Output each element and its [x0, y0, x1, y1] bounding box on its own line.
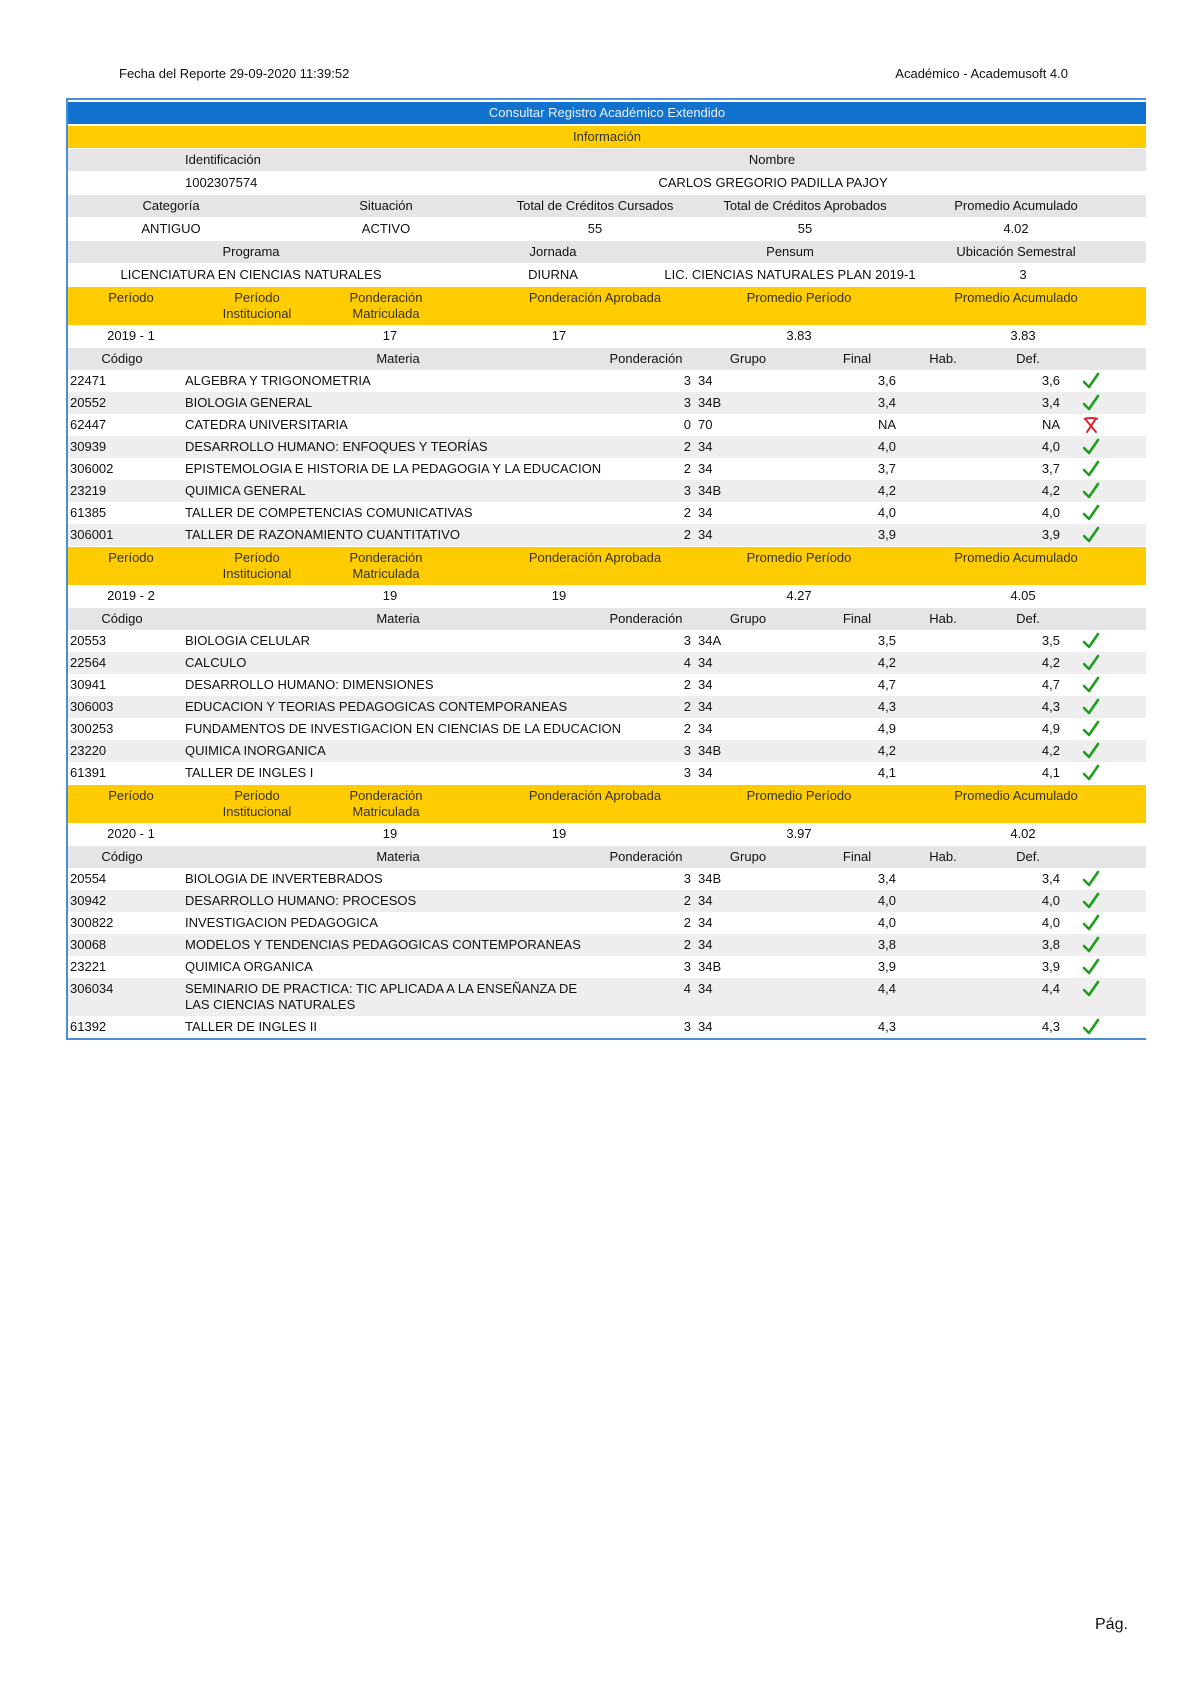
check-icon: [1082, 742, 1100, 760]
period-header-row: [68, 785, 1146, 823]
materia-col-label: Materia: [376, 351, 420, 366]
pensum-value: LIC. CIENCIAS NATURALES PLAN 2019-1: [664, 267, 916, 282]
course-def: 3,8: [1041, 937, 1060, 952]
category-value: ANTIGUO: [141, 221, 201, 236]
course-name: DESARROLLO HUMANO: PROCESOS: [185, 893, 417, 908]
course-def: 3,6: [1041, 373, 1060, 388]
pond-mat-line2: Matriculada: [352, 804, 420, 819]
course-final: 3,6: [877, 373, 896, 388]
course-weight: 3: [683, 395, 691, 410]
status-value-row: [68, 217, 1146, 240]
check-icon: [1082, 460, 1100, 478]
report-date: Fecha del Reporte 29-09-2020 11:39:52: [119, 66, 350, 81]
page-label: Pág.: [1095, 1616, 1128, 1633]
period-inst-line1: Período: [234, 550, 280, 565]
period-inst-line2: Institucional: [222, 804, 292, 819]
credits-passed-label: Total de Créditos Aprobados: [723, 198, 887, 213]
student-id: 1002307574: [185, 175, 258, 190]
check-icon: [1082, 394, 1100, 412]
course-group: 34: [698, 699, 713, 714]
system-name: Académico - Academusoft 4.0: [895, 66, 1068, 81]
course-group: 34B: [698, 395, 722, 410]
course-weight: 2: [683, 439, 691, 454]
program-header-row: [68, 240, 1146, 263]
check-icon: [1082, 914, 1100, 932]
pond-mat-line1: Ponderación: [349, 550, 423, 565]
program-label: Programa: [222, 244, 280, 259]
course-weight: 2: [683, 677, 691, 692]
period-inst-col-label: [223, 290, 292, 322]
course-weight: 3: [683, 1019, 691, 1034]
course-def: 3,7: [1041, 461, 1060, 476]
check-icon: [1082, 980, 1100, 998]
course-code: 61385: [70, 505, 107, 520]
period-col-label: Período: [108, 290, 154, 305]
period-inst-col-label: [223, 788, 292, 820]
course-def: 3,9: [1041, 527, 1060, 542]
codigo-col-label: Código: [101, 351, 143, 366]
ponderacion-col-label: Ponderación: [609, 611, 683, 626]
codigo-col-label: Código: [101, 849, 143, 864]
course-group: 34: [698, 439, 713, 454]
hab-col-label: Hab.: [929, 611, 957, 626]
course-group: 34B: [698, 959, 722, 974]
period-value: 2019 - 2: [107, 588, 155, 603]
course-final: 4,2: [877, 743, 896, 758]
course-code: 30941: [70, 677, 107, 692]
grupo-col-label: Grupo: [729, 351, 767, 366]
pond-apr-col-label: Ponderación Aprobada: [528, 788, 662, 803]
course-code: 20554: [70, 871, 107, 886]
course-group: 34A: [698, 633, 722, 648]
pond-mat-col-label: [350, 290, 423, 322]
course-row: [68, 370, 1146, 392]
course-weight: 2: [683, 915, 691, 930]
course-weight: 3: [683, 765, 691, 780]
course-row: [68, 1016, 1146, 1038]
check-icon: [1082, 1018, 1100, 1036]
period-inst-line1: Período: [234, 290, 280, 305]
course-group: 34B: [698, 743, 722, 758]
pond-mat-line2: Matriculada: [352, 306, 420, 321]
course-final: 3,4: [877, 395, 896, 410]
grades-header-row: [68, 845, 1146, 868]
def-col-label: Def.: [1016, 611, 1040, 626]
course-code: 306001: [70, 527, 114, 542]
ponderacion-col-label: Ponderación: [609, 849, 683, 864]
grades-header-row: [68, 347, 1146, 370]
course-group: 34: [698, 527, 713, 542]
grades-header-row: [68, 607, 1146, 630]
program-value-row: [68, 263, 1146, 286]
schedule-value: DIURNA: [528, 267, 578, 282]
course-weight: 2: [683, 721, 691, 736]
course-group: 34B: [698, 483, 722, 498]
course-def: NA: [1041, 417, 1060, 432]
prom-acum-value: 4.02: [1010, 826, 1036, 841]
course-def: 4,1: [1041, 765, 1060, 780]
def-col-label: Def.: [1016, 351, 1040, 366]
course-final: NA: [877, 417, 896, 432]
period-summary-row: [68, 585, 1146, 607]
course-row: [68, 502, 1146, 524]
course-weight: 3: [683, 483, 691, 498]
course-group: 34: [698, 461, 713, 476]
check-icon: [1082, 504, 1100, 522]
course-row: [68, 868, 1146, 890]
grupo-col-label: Grupo: [729, 849, 767, 864]
period-header-row: [68, 287, 1146, 325]
id-label: Identificación: [185, 152, 261, 167]
pond-apr-value: 19: [551, 826, 567, 841]
course-final: 4,0: [877, 505, 896, 520]
student-id-header-row: [68, 148, 1146, 171]
course-weight: 3: [683, 959, 691, 974]
course-def: 4,2: [1041, 743, 1060, 758]
check-icon: [1082, 936, 1100, 954]
def-col-label: Def.: [1016, 849, 1040, 864]
course-group: 34: [698, 937, 713, 952]
course-code: 300253: [70, 721, 114, 736]
course-final: 3,8: [877, 937, 896, 952]
course-name: BIOLOGIA GENERAL: [185, 395, 313, 410]
info-title: Información: [68, 126, 1146, 148]
course-group: 34: [698, 655, 713, 670]
course-code: 23221: [70, 959, 107, 974]
check-icon: [1082, 526, 1100, 544]
prom-acum-col-label: Promedio Acumulado: [954, 788, 1078, 803]
pond-mat-col-label: [350, 550, 423, 582]
codigo-col-label: Código: [101, 611, 143, 626]
course-final: 4,0: [877, 915, 896, 930]
course-final: 4,3: [877, 699, 896, 714]
hab-col-label: Hab.: [929, 849, 957, 864]
check-icon: [1082, 720, 1100, 738]
prom-acum-col-label: Promedio Acumulado: [954, 290, 1078, 305]
semester-label: Ubicación Semestral: [956, 244, 1076, 259]
course-final: 3,7: [877, 461, 896, 476]
course-final: 4,0: [877, 893, 896, 908]
prom-periodo-col-label: Promedio Período: [746, 290, 852, 305]
check-icon: [1082, 676, 1100, 694]
course-name: MODELOS Y TENDENCIAS PEDAGOGICAS CONTEMPORANEAS: [185, 937, 581, 952]
check-icon: [1082, 958, 1100, 976]
course-name: SEMINARIO DE PRACTICA: TIC APLICADA A LA ENSEÑANZA DE LAS CIENCIAS NATURALES: [185, 981, 578, 1012]
course-group: 34: [698, 915, 713, 930]
ponderacion-col-label: Ponderación: [609, 351, 683, 366]
course-name: FUNDAMENTOS DE INVESTIGACION EN CIENCIAS DE LA EDUCACION: [185, 721, 622, 736]
period-inst-line1: Período: [234, 788, 280, 803]
course-weight: 2: [683, 461, 691, 476]
course-final: 4,2: [877, 483, 896, 498]
materia-col-label: Materia: [376, 611, 420, 626]
course-name: TALLER DE COMPETENCIAS COMUNICATIVAS: [185, 505, 473, 520]
course-name: EDUCACION Y TEORIAS PEDAGOGICAS CONTEMPORANEAS: [185, 699, 568, 714]
grupo-col-label: Grupo: [729, 611, 767, 626]
academic-record-frame: [66, 98, 1146, 1040]
pond-mat-col-label: [350, 788, 423, 820]
course-row: [68, 956, 1146, 978]
final-col-label: Final: [842, 351, 872, 366]
situation-label: Situación: [359, 198, 413, 213]
course-weight: 3: [683, 633, 691, 648]
check-icon: [1082, 654, 1100, 672]
period-header-row: [68, 547, 1146, 585]
period-inst-col-label: [223, 550, 292, 582]
course-code: 20553: [70, 633, 107, 648]
course-final: 3,9: [877, 527, 896, 542]
course-name: TALLER DE INGLES II: [185, 1019, 317, 1034]
semester-value: 3: [1019, 267, 1027, 282]
situation-value: ACTIVO: [361, 221, 411, 236]
course-group: 34: [698, 505, 713, 520]
course-name: QUIMICA INORGANICA: [185, 743, 326, 758]
pond-apr-col-label: Ponderación Aprobada: [528, 550, 662, 565]
course-group: 34: [698, 981, 713, 996]
period-summary-row: [68, 325, 1146, 347]
course-name: QUIMICA ORGANICA: [185, 959, 313, 974]
course-row: [68, 674, 1146, 696]
program-value: LICENCIATURA EN CIENCIAS NATURALES: [120, 267, 382, 282]
category-label: Categoría: [142, 198, 200, 213]
course-group: 34: [698, 677, 713, 692]
course-weight: 2: [683, 699, 691, 714]
course-def: 4,3: [1041, 699, 1060, 714]
course-row: [68, 480, 1146, 502]
prom-periodo-col-label: Promedio Período: [746, 550, 852, 565]
course-name: ALGEBRA Y TRIGONOMETRIA: [185, 373, 371, 388]
final-col-label: Final: [842, 611, 872, 626]
hab-col-label: Hab.: [929, 351, 957, 366]
pond-mat-value: 19: [382, 588, 398, 603]
name-label: Nombre: [748, 152, 796, 167]
course-final: 4,2: [877, 655, 896, 670]
course-row: [68, 458, 1146, 480]
materia-col-label: Materia: [376, 849, 420, 864]
course-group: 34: [698, 721, 713, 736]
course-code: 30942: [70, 893, 107, 908]
course-code: 62447: [70, 417, 107, 432]
check-icon: [1082, 438, 1100, 456]
pond-mat-value: 17: [382, 328, 398, 343]
course-row: [68, 718, 1146, 740]
period-col-label: Período: [108, 788, 154, 803]
course-name: QUIMICA GENERAL: [185, 483, 306, 498]
course-def: 3,4: [1041, 395, 1060, 410]
course-row: [68, 890, 1146, 912]
course-group: 34: [698, 893, 713, 908]
course-final: 3,9: [877, 959, 896, 974]
course-row: [68, 524, 1146, 546]
course-def: 3,9: [1041, 959, 1060, 974]
course-code: 300822: [70, 915, 114, 930]
course-name: BIOLOGIA DE INVERTEBRADOS: [185, 871, 383, 886]
course-group: 34B: [698, 871, 722, 886]
course-def: 4,0: [1041, 439, 1060, 454]
prom-periodo-value: 3.97: [786, 826, 812, 841]
check-icon: [1082, 892, 1100, 910]
course-code: 20552: [70, 395, 107, 410]
course-code: 30939: [70, 439, 107, 454]
course-code: 306003: [70, 699, 114, 714]
course-weight: 3: [683, 743, 691, 758]
course-code: 30068: [70, 937, 107, 952]
prom-acum-value: 4.05: [1010, 588, 1036, 603]
course-group: 34: [698, 1019, 713, 1034]
course-weight: 4: [683, 655, 691, 670]
course-group: 70: [698, 417, 713, 432]
course-def: 4,2: [1041, 655, 1060, 670]
periods-container: [68, 287, 1146, 1038]
course-name: INVESTIGACION PEDAGOGICA: [185, 915, 378, 930]
credits-taken-label: Total de Créditos Cursados: [516, 198, 674, 213]
course-weight: 2: [683, 893, 691, 908]
course-row: [68, 934, 1146, 956]
course-row: [68, 978, 1146, 1016]
course-name: TALLER DE INGLES I: [185, 765, 314, 780]
course-final: 4,7: [877, 677, 896, 692]
course-row: [68, 652, 1146, 674]
final-col-label: Final: [842, 849, 872, 864]
check-icon: [1082, 372, 1100, 390]
course-row: [68, 392, 1146, 414]
course-final: 3,5: [877, 633, 896, 648]
course-group: 34: [698, 373, 713, 388]
pond-mat-line1: Ponderación: [349, 788, 423, 803]
course-name: DESARROLLO HUMANO: DIMENSIONES: [185, 677, 434, 692]
course-row: [68, 762, 1146, 784]
prom-periodo-value: 3.83: [786, 328, 812, 343]
course-row: [68, 630, 1146, 652]
period-col-label: Período: [108, 550, 154, 565]
check-icon: [1082, 698, 1100, 716]
check-icon: [1082, 482, 1100, 500]
course-code: 22471: [70, 373, 107, 388]
period-inst-line2: Institucional: [222, 566, 292, 581]
course-def: 4,0: [1041, 915, 1060, 930]
course-def: 4,0: [1041, 893, 1060, 908]
course-name: DESARROLLO HUMANO: ENFOQUES Y TEORÍAS: [185, 439, 488, 454]
course-code: 306034: [70, 981, 114, 996]
course-def: 4,9: [1041, 721, 1060, 736]
pond-mat-line2: Matriculada: [352, 566, 420, 581]
course-def: 3,4: [1041, 871, 1060, 886]
course-code: 22564: [70, 655, 107, 670]
period-inst-line2: Institucional: [222, 306, 292, 321]
period-summary-row: [68, 823, 1146, 845]
course-def: 3,5: [1041, 633, 1060, 648]
student-name: CARLOS GREGORIO PADILLA PAJOY: [658, 175, 888, 190]
check-icon: [1082, 632, 1100, 650]
pond-mat-line1: Ponderación: [349, 290, 423, 305]
course-row: [68, 436, 1146, 458]
credits-taken-value: 55: [587, 221, 603, 236]
gpa-label: Promedio Acumulado: [954, 198, 1078, 213]
course-name: CALCULO: [185, 655, 247, 670]
course-def: 4,7: [1041, 677, 1060, 692]
course-code: 23220: [70, 743, 107, 758]
course-row: [68, 740, 1146, 762]
course-final: 4,9: [877, 721, 896, 736]
course-name: CATEDRA UNIVERSITARIA: [185, 417, 348, 432]
pond-apr-value: 17: [551, 328, 567, 343]
course-code: 306002: [70, 461, 114, 476]
course-code: 61391: [70, 765, 107, 780]
pond-apr-value: 19: [551, 588, 567, 603]
course-weight: 4: [683, 981, 691, 996]
course-code: 61392: [70, 1019, 107, 1034]
failed-icon: [1082, 416, 1100, 434]
course-final: 4,1: [877, 765, 896, 780]
course-row: [68, 696, 1146, 718]
course-def: 4,0: [1041, 505, 1060, 520]
prom-periodo-col-label: Promedio Período: [746, 788, 852, 803]
course-final: 4,0: [877, 439, 896, 454]
period-value: 2019 - 1: [107, 328, 155, 343]
course-weight: 3: [683, 373, 691, 388]
period-value: 2020 - 1: [107, 826, 155, 841]
gpa-value: 4.02: [1003, 221, 1029, 236]
course-final: 4,4: [877, 981, 896, 996]
student-id-value-row: [68, 171, 1146, 194]
pensum-label: Pensum: [766, 244, 814, 259]
report-title: Consultar Registro Académico Extendido: [68, 102, 1146, 124]
course-group: 34: [698, 765, 713, 780]
course-weight: 2: [683, 527, 691, 542]
course-weight: 2: [683, 505, 691, 520]
course-def: 4,2: [1041, 483, 1060, 498]
course-def: 4,3: [1041, 1019, 1060, 1034]
course-row: [68, 912, 1146, 934]
course-row: [68, 414, 1146, 436]
course-weight: 3: [683, 871, 691, 886]
course-name: EPISTEMOLOGIA E HISTORIA DE LA PEDAGOGIA Y LA EDUCACION: [185, 461, 602, 476]
schedule-label: Jornada: [529, 244, 577, 259]
course-weight: 2: [683, 937, 691, 952]
course-name: BIOLOGIA CELULAR: [185, 633, 310, 648]
course-def: 4,4: [1041, 981, 1060, 996]
course-code: 23219: [70, 483, 107, 498]
course-name: TALLER DE RAZONAMIENTO CUANTITATIVO: [185, 527, 460, 542]
prom-periodo-value: 4.27: [786, 588, 812, 603]
pond-apr-col-label: Ponderación Aprobada: [528, 290, 662, 305]
course-final: 3,4: [877, 871, 896, 886]
credits-passed-value: 55: [797, 221, 813, 236]
prom-acum-value: 3.83: [1010, 328, 1036, 343]
status-header-row: [68, 194, 1146, 217]
course-final: 4,3: [877, 1019, 896, 1034]
check-icon: [1082, 870, 1100, 888]
course-weight: 0: [683, 417, 691, 432]
pond-mat-value: 19: [382, 826, 398, 841]
check-icon: [1082, 764, 1100, 782]
prom-acum-col-label: Promedio Acumulado: [954, 550, 1078, 565]
